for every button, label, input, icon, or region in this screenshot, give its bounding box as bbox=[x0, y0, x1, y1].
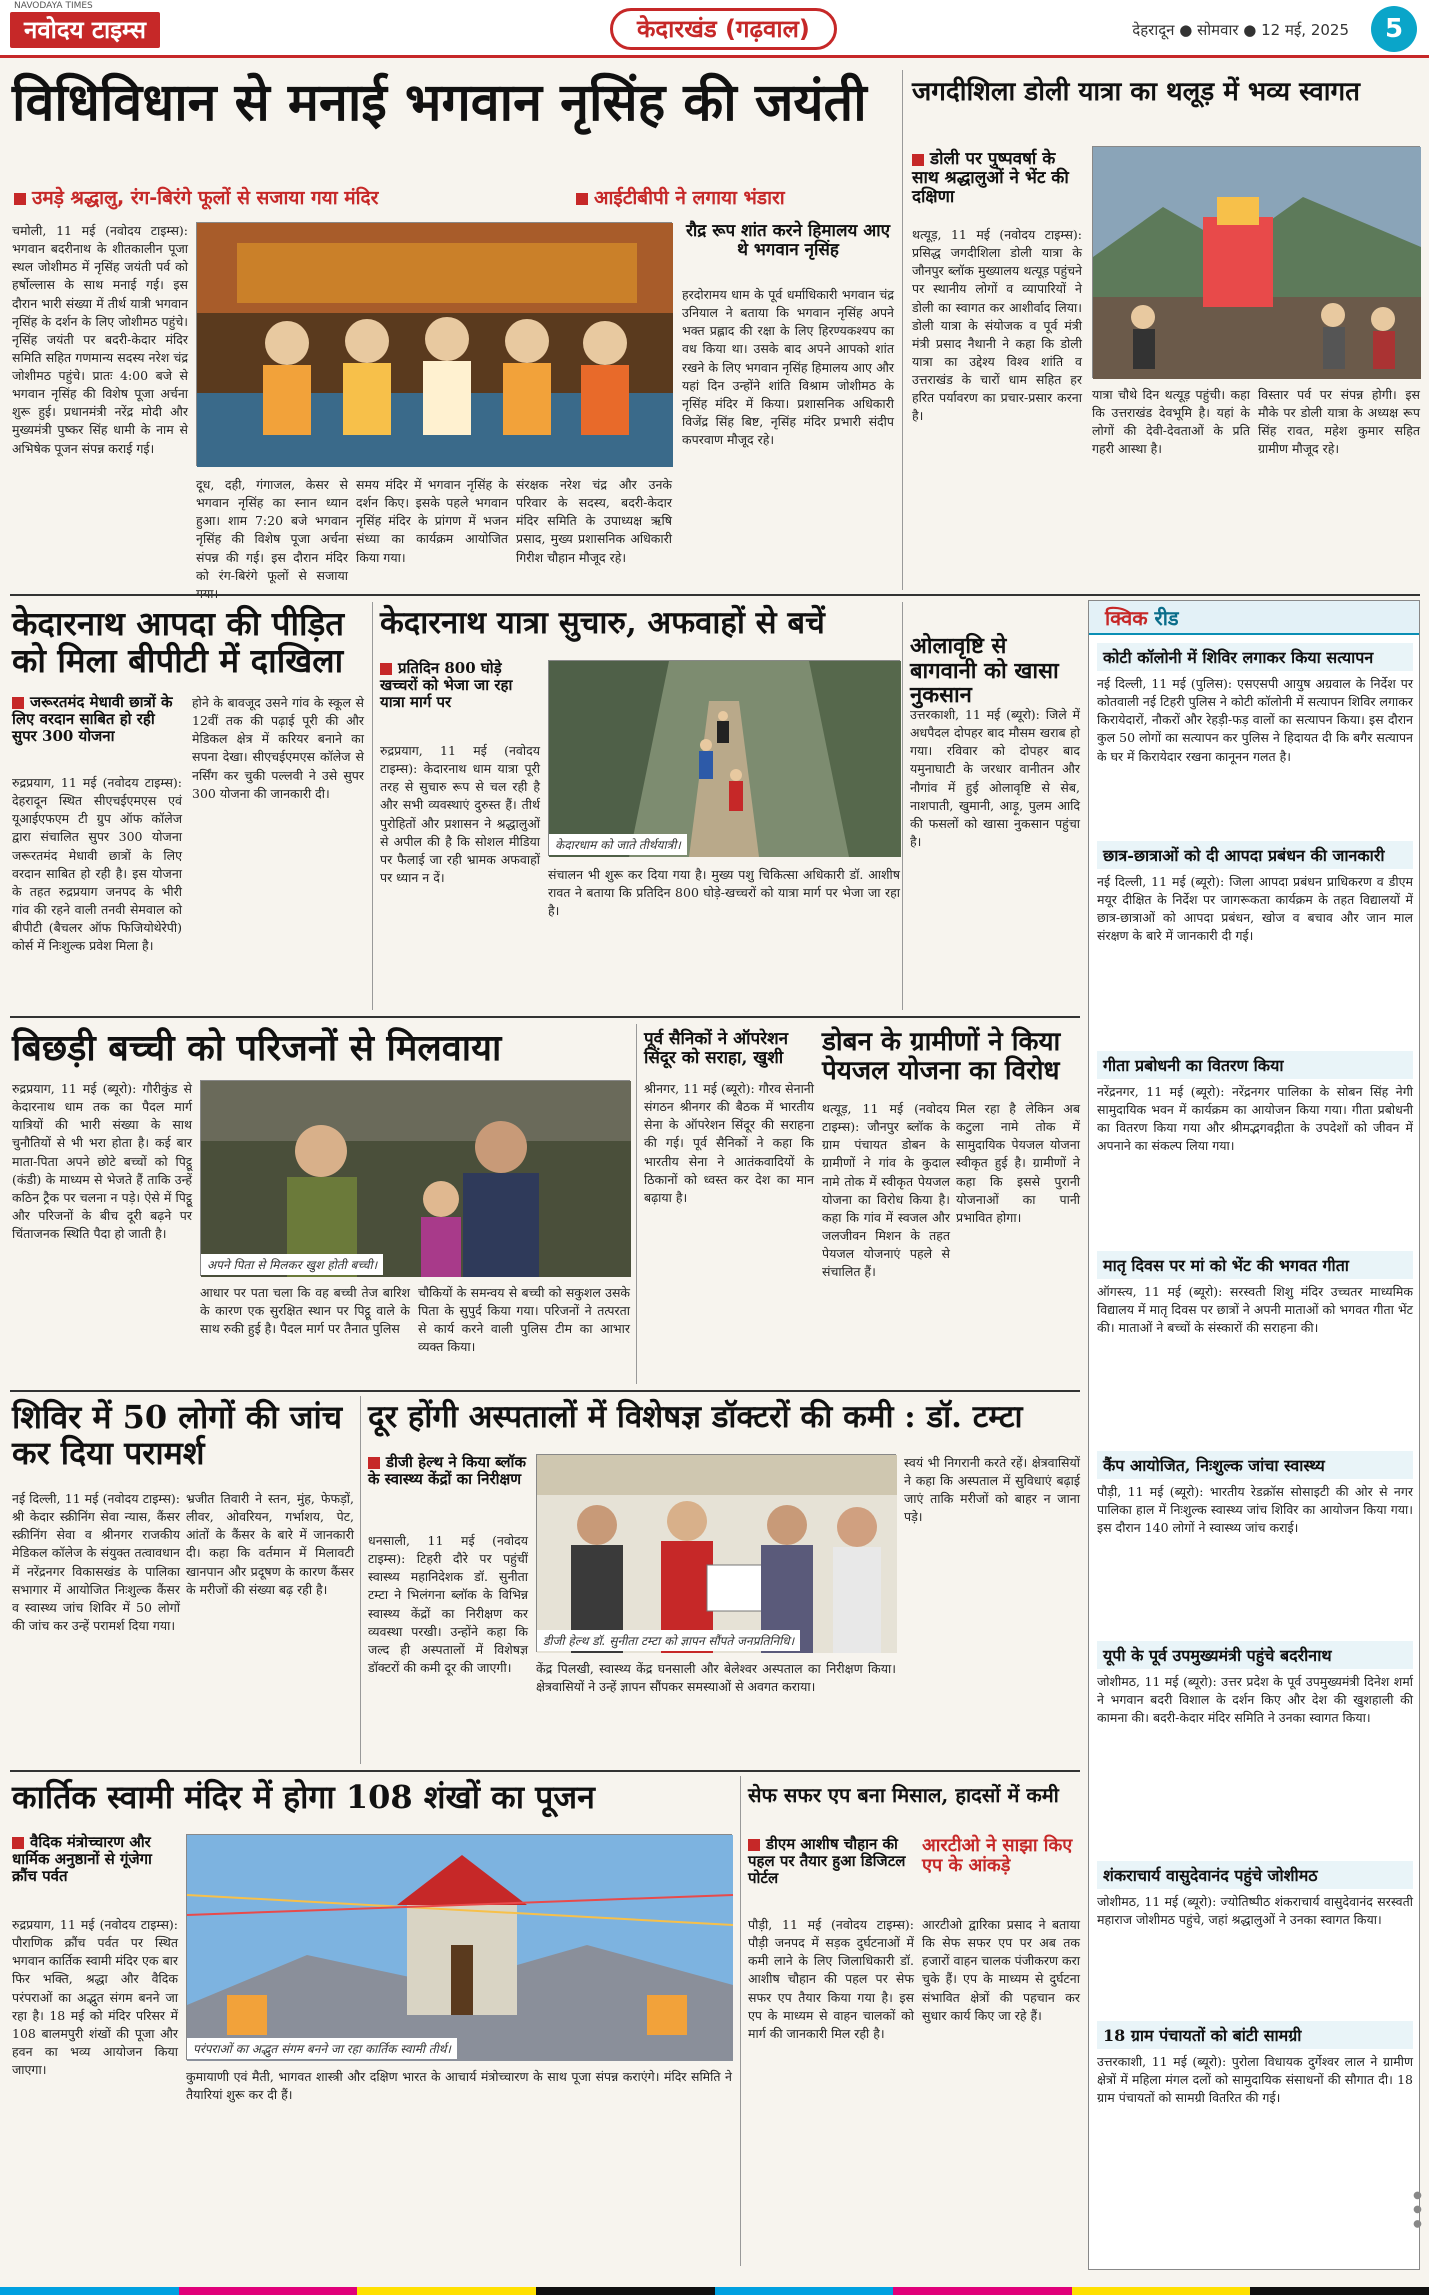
quick-item bbox=[1097, 2021, 1413, 2251]
print-colorbar bbox=[0, 2287, 1429, 2295]
safe-safar-subhead: डीएम आशीष चौहान की पहल पर तैयार हुआ डिजिटल पोर्टल bbox=[748, 1836, 914, 1886]
column-divider bbox=[902, 70, 903, 590]
kedar-yatra-body: रुद्रप्रयाग, 11 मई (नवोदय टाइम्स): केदारनाथ धाम यात्रा पूरी तरह से सुचारु रूप से चल रही है और सभी व्यवस्थाएं दुरुस्त हैं। तीर्थ पुरोहितों और प्रशासन ने श्रद्धालुओं से अपील की है कि सोशल मीडिया पर फैलाई जा रही भ्रामक अफवाहों पर ध्यान न दें। bbox=[380, 743, 540, 885]
nrisingh-subhead-2: आईटीबीपी ने लगाया भंडारा bbox=[576, 184, 785, 210]
quick-item-head: मातृ दिवस पर मां को भेंट की भगवत गीता bbox=[1097, 1251, 1413, 1279]
nrisingh-body-3: समय मंदिर में भगवान नृसिंह के दर्शन किए। इसके पहले भगवान नृसिंह मंदिर के प्रांगण में भजन संध्या का कार्यक्रम आयोजित किया गया। bbox=[356, 477, 508, 565]
kedar-bpt-subhead: जरूरतमंद मेधावी छात्रों के लिए वरदान साबित हो रही सुपर 300 योजना bbox=[12, 694, 182, 744]
quick-read-title bbox=[1089, 601, 1419, 635]
quick-read-label-2: रीड bbox=[1154, 606, 1179, 630]
bichhdi-body-2: आधार पर पता चला कि वह बच्ची तेज बारिश के कारण एक सुरक्षित स्थान पर पिट्ठू वाले के साथ रुकी हुई है। पैदल मार्ग पर तैनात पुलिस bbox=[200, 1285, 410, 1337]
quick-item-head: गीता प्रबोधनी का वितरण किया bbox=[1097, 1051, 1413, 1079]
nrisingh-body-1: चमोली, 11 मई (नवोदय टाइम्स): भगवान बदरीनाथ के शीतकालीन पूजा स्थल जोशीमठ में नृसिंह जयंती पर्व को हर्षोल्लास के साथ मनाई गई। इस दौरान भारी संख्या में तीर्थ यात्री भगवान नृसिंह के दर्शन के लिए जोशीमठ पहुंचे। नृसिंह जयंती पर बदरी-केदार मंदिर समिति सहित गणमान्य सदस्य नरेश चंद्र जोशीमठ पहुंचे। प्रातः 4:00 बजे से भगवान नृसिंह की विशेष पूजा अर्चना शुरू हुई। प्रधानमंत्री नरेंद्र मोदी और मुख्यमंत्री पुष्कर सिंह धामी के नाम से अभिषेक पूजन संपन्न कराई गई। bbox=[12, 223, 188, 456]
jagdishila-subhead: डोली पर पुष्पवर्षा के साथ श्रद्धालुओं ने भेंट की दक्षिणा bbox=[912, 150, 1082, 207]
kedar-yatra-photo bbox=[548, 660, 900, 856]
quick-item bbox=[1097, 1451, 1413, 1641]
bichhdi-photo bbox=[200, 1080, 630, 1276]
column-divider bbox=[372, 602, 373, 1010]
tamta-caption: डीजी हेल्थ डॉ. सुनीता टम्टा को ज्ञापन सौंपते जनप्रतिनिधि। bbox=[537, 1630, 800, 1651]
nrisingh-side-headline: रौद्र रूप शांत करने हिमालय आए थे भगवान नृसिंह bbox=[685, 221, 891, 261]
dateline: देहरादून ● सोमवार ● 12 मई, 2025 bbox=[1132, 21, 1349, 39]
quick-item-body: जोशीमठ, 11 मई (ब्यूरो): ज्योतिष्पीठ शंकराचार्य वासुदेवानंद सरस्वती महाराज जोशीमठ पहुंचे, जहां श्रद्धालुओं ने उनका स्वागत किया। bbox=[1097, 1894, 1413, 1928]
doban-body-2: मिल रहा है लेकिन अब कटुला नामे तोक में सामुदायिक पेयजल योजना स्वीकृत हुई है। ग्रामीणों ने कहा कि इससे पुरानी योजनाओं का पानी प्रभावित होगा। bbox=[956, 1101, 1080, 1225]
shivir-body: नई दिल्ली, 11 मई (नवोदय टाइम्स): श्री केदार स्क्रीनिंग सेवा न्यास, कैंसर स्क्रीनिंग सेवा व श्रीनगर राजकीय मेडिकल कॉलेज के संयुक्त तत्वावधान में नरेंद्रनगर विकासखंड के पालिका सभागार में आयोजित निःशुल्क कैंसर व स्वास्थ्य जांच शिविर में 50 लोगों की जांच कर उन्हें परामर्श दिया गया। bbox=[12, 1491, 180, 1633]
quick-item-head: कोटी कॉलोनी में शिविर लगाकर किया सत्यापन bbox=[1097, 643, 1413, 671]
kartik-headline: कार्तिक स्वामी मंदिर में होगा 108 शंखों का पूजन bbox=[12, 1778, 595, 1816]
quick-read-box bbox=[1088, 600, 1420, 2270]
nrisingh-photo bbox=[196, 222, 672, 466]
kedar-yatra-headline: केदारनाथ यात्रा सुचारु, अफवाहों से बचें bbox=[380, 605, 825, 641]
row-divider bbox=[10, 1390, 1080, 1392]
kedar-bpt-body-2: होने के बावजूद उसने गांव के स्कूल से 12वीं तक की पढ़ाई पूरी की और मेडिकल क्षेत्र में करियर बनाने का सपना देखा। सीएचईएमएस कॉलेज से नर्सिंग कर चुकी पल्लवी ने उसे सुपर 300 योजना की जानकारी दी। bbox=[192, 695, 364, 801]
jagdishila-headline: जगदीशिला डोली यात्रा का थलूड़ में भव्य स्वागत bbox=[912, 77, 1360, 107]
bichhdi-headline: बिछड़ी बच्ची को परिजनों से मिलवाया bbox=[12, 1027, 502, 1069]
quick-read-list bbox=[1097, 643, 1413, 2251]
tamta-body-2: केंद्र पिलखी, स्वास्थ्य केंद्र घनसाली और बेलेश्वर अस्पताल का निरीक्षण किया। क्षेत्रवासियों ने उन्हें ज्ञापन सौंपकर समस्याओं से अवगत कराया। bbox=[536, 1661, 896, 1695]
rto-body: आरटीओ द्वारिका प्रसाद ने बताया कि सेफ सफर एप पर अब तक हजारों वाहन चालक पंजीकरण करा चुके हैं। एप के माध्यम से दुर्घटना संभावित क्षेत्रों की पहचान कर सुधार कार्य किए जा रहे हैं। bbox=[922, 1917, 1080, 2023]
tamta-photo bbox=[536, 1454, 896, 1652]
jagdishila-body-1: थत्यूड़, 11 मई (नवोदय टाइम्स): प्रसिद्ध जगदीशिला डोली यात्रा के जौनपुर ब्लॉक मुख्यालय थत्यूड़ पहुंचने पर स्थानीय लोगों व व्यापारियों ने डोली का स्वागत कर आशीर्वाद लिया। डोली यात्रा के संयोजक व पूर्व मंत्री मंत्री प्रसाद नैथानी ने कहा कि डोली यात्रा का उद्देश्य विश्व शांति व उत्तराखंड के चारों धाम सहित हर हरित पर्यावरण का प्रचार-प्रसार करना है। bbox=[912, 227, 1082, 424]
kartik-photo bbox=[186, 1834, 732, 2060]
brand-logo: नवोदय टाइम्स bbox=[10, 12, 160, 48]
jagdishila-body-3: विस्तार पर्व पर संपन्न होगी। इस मौके पर डोली यात्रा के अध्यक्ष रूप सिंह रावत, महेश कुमार सहित ग्रामीण मौजूद रहे। bbox=[1258, 387, 1420, 457]
tamta-headline: दूर होंगी अस्पतालों में विशेषज्ञ डॉक्टरों की कमी : डॉ. टम्टा bbox=[368, 1399, 1023, 1435]
quick-item-head: शंकराचार्य वासुदेवानंद पहुंचे जोशीमठ bbox=[1097, 1861, 1413, 1889]
quick-item-body: नरेंद्रनगर, 11 मई (ब्यूरो): नरेंद्रनगर पालिका के सोबन सिंह नेगी सामुदायिक भवन में कार्यक्रम का आयोजन किया गया। गीता प्रबोधनी का वितरण किया गया और श्रीमद्भगवद्गीता के उपदेशों को जीवन में अपनाने का संकल्प लिया गया। bbox=[1097, 1084, 1413, 1154]
page-number: 5 bbox=[1371, 6, 1417, 52]
bichhdi-body: रुद्रप्रयाग, 11 मई (ब्यूरो): गौरीकुंड से केदारनाथ धाम तक का पैदल मार्ग यात्रियों की भारी संख्या के साथ चुनौतियों से भी भरा होता है। कई बार माता-पिता अपने छोटे बच्चों को पिट्ठू (कंडी) के माध्यम से भेजते हैं ताकि उन्हें कठिन ट्रैक पर चलना न पड़े। ऐसे में पिट्ठू और परिजनों के बीच दूरी बढ़ने पर चिंताजनक स्थिति पैदा हो जाती है। bbox=[12, 1081, 192, 1241]
tamta-body: धनसाली, 11 मई (नवोदय टाइम्स): टिहरी दौरे पर पहुंचीं स्वास्थ्य महानिदेशक डॉ. सुनीता टम्टा ने भिलंगना ब्लॉक के विभिन्न स्वास्थ्य केंद्रों का निरीक्षण कर व्यवस्था परखी। उन्होंने कहा कि जल्द ही अस्पतालों में विशेषज्ञ डॉक्टरों की कमी दूर की जाएगी। bbox=[368, 1533, 528, 1675]
quick-item-body: पौड़ी, 11 मई (ब्यूरो): भारतीय रेडक्रॉस सोसाइटी की ओर से नगर पालिका हाल में निःशुल्क स्वास्थ्य जांच शिविर का आयोजन किया गया। इस दौरान 140 लोगों ने स्वास्थ्य जांच कराई। bbox=[1097, 1484, 1413, 1536]
shivir-headline: शिविर में 50 लोगों की जांच कर दिया परामर्श bbox=[12, 1398, 343, 1472]
rto-headline: आरटीओ ने साझा किए एप के आंकड़े bbox=[922, 1835, 1073, 1877]
kartik-subhead: वैदिक मंत्रोच्चारण और धार्मिक अनुष्ठानों से गूंजेगा क्रौंच पर्वत bbox=[12, 1834, 178, 1884]
shivir-body-2: भ्रजीत तिवारी ने स्तन, मुंह, फेफड़ों, लीवर, ओवरियन, गर्भाशय, पेट, आंतों के कैंसर के बारे में जानकारी दी। कहा कि वर्तमान में मिलावटी खानपान और प्रदूषण के कारण कैंसर के मरीजों की संख्या बढ़ रही है। bbox=[186, 1491, 354, 1597]
quick-item-head: छात्र-छात्राओं को दी आपदा प्रबंधन की जानकारी bbox=[1097, 841, 1413, 869]
column-divider bbox=[902, 602, 903, 1010]
sindoor-body: श्रीनगर, 11 मई (ब्यूरो): गौरव सेनानी संगठन श्रीनगर की बैठक में भारतीय सेना के ऑपरेशन सिंदूर की सराहना की गई। पूर्व सैनिकों ने कहा कि भारतीय सेना ने आतंकवादियों के ठिकानों को ध्वस्त कर देश का मान बढ़ाया है। bbox=[644, 1081, 814, 1205]
nrisingh-side-body: हरदोरामय धाम के पूर्व धर्माधिकारी भगवान चंद्र उनियाल ने बताया कि भगवान नृसिंह अपने भक्त प्रह्लाद की रक्षा के लिए हिरण्यकश्यप का वध किया था। उसके बाद अपने आपको शांत रखने के लिए भगवान नृसिंह हिमालय आए और यहां दिन उन्होंने शांति विश्राम जोशीमठ के नृसिंह मंदिर में किया। प्रशासनिक अधिकारी विजेंद्र सिंह बिष्ट, नृसिंह मंदिर प्रभारी संदीप कपरवाण मौजूद रहे। bbox=[682, 287, 894, 447]
column-divider bbox=[740, 1776, 741, 2266]
masthead bbox=[0, 0, 1429, 58]
nrisingh-subhead-1: उमड़े श्रद्धालु, रंग-बिरंगे फूलों से सजाया गया मंदिर bbox=[14, 184, 378, 210]
nrisingh-body-4: संरक्षक नरेश चंद्र और उनके परिवार के सदस्य, बदरी-केदार मंदिर समिति के उपाध्यक्ष ऋषि प्रसाद, मुख्य प्रशासनिक अधिकारी गिरीश चौहान मौजूद रहे। bbox=[516, 477, 672, 565]
quick-item-head: कैंप आयोजित, निःशुल्क जांचा स्वास्थ्य bbox=[1097, 1451, 1413, 1479]
safe-safar-body: पौड़ी, 11 मई (नवोदय टाइम्स): पौड़ी जनपद में सड़क दुर्घटनाओं में कमी लाने के लिए जिलाधिकारी डॉ. आशीष चौहान की पहल पर सेफ सफर एप तैयार किया गया है। इस एप के माध्यम से वाहन चालकों को मार्ग की जानकारी मिल रही है। bbox=[748, 1917, 914, 2041]
quick-item-body: नई दिल्ली, 11 मई (ब्यूरो): जिला आपदा प्रबंधन प्राधिकरण व डीएम मयूर दीक्षित के निर्देश पर जागरूकता कार्यक्रम के तहत विद्यालयों में छात्र-छात्राओं को आपदा प्रबंधन, खोज व बचाव और जान माल संरक्षण के बारे में जानकारी दी गई। bbox=[1097, 874, 1413, 944]
jagdishila-body-2: यात्रा चौथे दिन थत्यूड़ पहुंची। कहा कि उत्तराखंड देवभूमि है। यहां के लोगों की देवी-देवताओं के प्रति गहरी आस्था है। bbox=[1092, 387, 1250, 457]
quick-item-body: ऑगस्त्य, 11 मई (ब्यूरो): सरस्वती शिशु मंदिर उच्चतर माध्यमिक विद्यालय में मातृ दिवस पर छात्रों ने अपनी माताओं को भगवत गीता भेंट की। माताओं ने बच्चों के संस्कारों की सराहना की। bbox=[1097, 1284, 1413, 1336]
kartik-caption: परंपराओं का अद्भुत संगम बनने जा रहा कार्तिक स्वामी तीर्थ। bbox=[187, 2038, 457, 2059]
nrisingh-body-2: दूध, दही, गंगाजल, केसर से भगवान नृसिंह का स्नान ध्यान हुआ। शाम 7:20 बजे भगवान नृसिंह की विशेष पूजा अर्चना संपन्न की गई। इस दौरान मंदिर को रंग-बिरंगे फूलों से सजाया bbox=[196, 477, 348, 583]
brand-small: NAVODAYA TIMES bbox=[14, 1, 93, 11]
safe-safar-headline: सेफ सफर एप बना मिसाल, हादसों में कमी bbox=[748, 1783, 1059, 1807]
kedar-bpt-body: रुद्रप्रयाग, 11 मई (नवोदय टाइम्स): देहरादून स्थित सीएचईएमएस एवं यूआईएफएम टी ग्रुप ऑफ कॉलेज द्वारा संचालित सुपर 300 योजना जरूरतमंद मेधावी छात्रों के लिए वरदान साबित हो रही है। इस योजना के तहत रुद्रप्रयाग जनपद के भीरी गांव की रहने वाली तनवी सेमवाल को बीपीटी (बैचलर ऑफ फिजियोथेरेपी) कोर्स में निःशुल्क प्रवेश मिला है। bbox=[12, 775, 182, 954]
nrisingh-headline: विधिविधान से मनाई भगवान नृसिंह की जयंती bbox=[12, 72, 867, 133]
registration-mark: ● ● ● bbox=[1412, 2190, 1423, 2230]
quick-item bbox=[1097, 1641, 1413, 1861]
quick-item-body: उत्तरकाशी, 11 मई (ब्यूरो): पुरोला विधायक दुर्गेश्वर लाल ने ग्रामीण क्षेत्रों में महिला मंगल दलों को सामुदायिक संसाधनों की सौगात दी। 18 ग्राम पंचायतों को सामग्री वितरित की गई। bbox=[1097, 2054, 1413, 2106]
quick-item bbox=[1097, 643, 1413, 841]
tamta-subhead: डीजी हेल्थ ने किया ब्लॉक के स्वास्थ्य केंद्रों का निरीक्षण bbox=[368, 1454, 528, 1488]
doban-body: थत्यूड़, 11 मई (नवोदय टाइम्स): जौनपुर ब्लॉक के ग्राम पंचायत डोबन के ग्रामीणों ने गांव के कुदाल नामे तोक में स्वीकृत पेयजल योजना का विरोध किया है। कहा कि गांव में स्वजल और जलजीवन मिशन के तहत पेयजल योजनाएं पहले से संचालित हैं। bbox=[822, 1101, 950, 1280]
olavrishti-headline: ओलावृष्टि से बागवानी को खासा नुकसान bbox=[910, 633, 1059, 709]
quick-item-body: जोशीमठ, 11 मई (ब्यूरो): उत्तर प्रदेश के पूर्व उपमुख्यमंत्री दिनेश शर्मा ने भगवान बदरी विशाल के दर्शन किए और देश की खुशहाली की कामना की। बदरी-केदार मंदिर समिति ने उनका स्वागत किया। bbox=[1097, 1674, 1413, 1726]
quick-item bbox=[1097, 1051, 1413, 1251]
column-divider bbox=[636, 1024, 637, 1384]
kartik-body-2: कुमायाणी एवं मैती, भागवत शास्त्री और दक्षिण भारत के आचार्य मंत्रोच्चारण के साथ पूजा संपन्न कराएंगे। मंदिर समिति ने तैयारियां शुरू कर दी हैं। bbox=[186, 2069, 732, 2103]
kartik-body: रुद्रप्रयाग, 11 मई (नवोदय टाइम्स): पौराणिक क्रौंच पर्वत पर स्थित भगवान कार्तिक स्वामी मंदिर एक बार फिर भक्ति, श्रद्धा और वैदिक परंपराओं का अद्भुत संगम बनने जा रहा है। 18 मई को मंदिर परिसर में 108 बालमपुरी शंखों की पूजा और हवन का भव्य आयोजन किया जाएगा। bbox=[12, 1917, 178, 2077]
row-divider bbox=[10, 594, 1420, 596]
kedar-yatra-subhead: प्रतिदिन 800 घोड़े खच्चरों को भेजा जा रहा यात्रा मार्ग पर bbox=[380, 660, 540, 710]
sindoor-headline: पूर्व सैनिकों ने ऑपरेशन सिंदूर को सराहा, खुशी bbox=[644, 1029, 789, 1069]
bichhdi-body-3: चौकियों के समन्वय से बच्ची को सकुशल उसके पिता के सुपुर्द किया गया। परिजनों ने तत्परता से कार्य करने वाली पुलिस टीम का आभार व्यक्त किया। bbox=[418, 1285, 630, 1355]
kedar-bpt-headline: केदारनाथ आपदा की पीड़ित को मिला बीपीटी में दाखिला bbox=[12, 604, 345, 680]
kedar-yatra-body-2: संचालन भी शुरू कर दिया गया है। मुख्य पशु चिकित्सा अधिकारी डॉ. आशीष रावत ने बताया कि प्रतिदिन 800 घोड़े-खच्चरों को यात्रा मार्ग पर भेजा जा रहा है। bbox=[548, 867, 900, 919]
doban-headline: डोबन के ग्रामीणों ने किया पेयजल योजना का विरोध bbox=[822, 1027, 1061, 1087]
quick-item-head: 18 ग्राम पंचायतों को बांटी सामग्री bbox=[1097, 2021, 1413, 2049]
bichhdi-caption: अपने पिता से मिलकर खुश होती बच्ची। bbox=[201, 1254, 383, 1275]
quick-item-body: नई दिल्ली, 11 मई (पुलिस): एसएसपी आयुष अग्रवाल के निर्देश पर कोतवाली नई टिहरी पुलिस ने कोटी कॉलोनी में सत्यापन शिविर लगाकर किरायेदारों, नौकरों और रेहड़ी-फड़ वालों का सत्यापन किया। इस दौरान कुल 50 लोगों का सत्यापन कर पुलिस ने हिदायत दी कि बगैर सत्यापन के घर में किरायेदार रखना कानूनन गलत है। bbox=[1097, 676, 1413, 764]
quick-item-head: यूपी के पूर्व उपमुख्यमंत्री पहुंचे बदरीनाथ bbox=[1097, 1641, 1413, 1669]
column-divider bbox=[360, 1396, 361, 1764]
olavrishti-body: उत्तरकाशी, 11 मई (ब्यूरो): जिले में अधपैदल दोपहर बाद मौसम खराब हो गया। रविवार को दोपहर बाद यमुनाघाटी के जरधार वानीतन और नौगांव में हुई ओलावृष्टि से सेब, नाशपाती, खुमानी, आड़ू, पुलम आदि की फसलों को खासा नुकसान पहुंचा है। bbox=[910, 707, 1080, 849]
kedar-yatra-caption: केदारधाम को जाते तीर्थयात्री। bbox=[549, 834, 687, 855]
row-divider bbox=[10, 1016, 1080, 1018]
quick-read-label: क्विक bbox=[1105, 606, 1148, 630]
quick-item bbox=[1097, 841, 1413, 1051]
quick-item bbox=[1097, 1251, 1413, 1451]
row-divider bbox=[10, 1770, 1080, 1772]
tamta-body-3: स्वयं भी निगरानी करते रहें। क्षेत्रवासियों ने कहा कि अस्पताल में सुविधाएं बढ़ाई जाएं ताकि मरीजों को बाहर न जाना पड़े। bbox=[904, 1455, 1080, 1525]
section-tag: केदारखंड (गढ़वाल) bbox=[610, 8, 837, 50]
quick-item bbox=[1097, 1861, 1413, 2021]
jagdishila-photo bbox=[1092, 146, 1420, 378]
